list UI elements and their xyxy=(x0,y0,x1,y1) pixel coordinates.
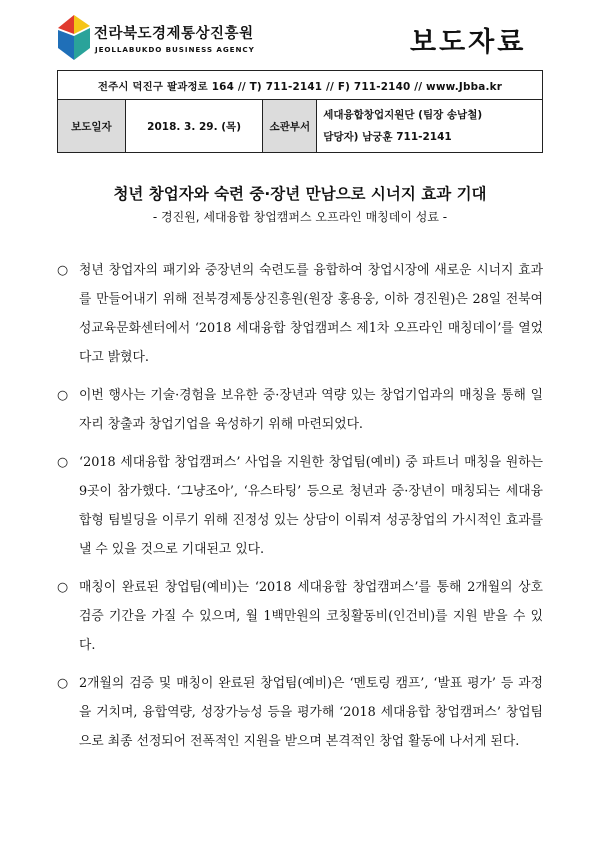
date-value: 2018. 3. 29. (목) xyxy=(125,100,263,153)
meta-row xyxy=(58,100,543,153)
agency-name-korean: 전라북도경제통상진흥원 xyxy=(94,26,254,42)
agency-name-english: JEOLLABUKDO BUSINESS AGENCY xyxy=(95,45,255,54)
document-type-title: 보도자료 xyxy=(410,27,527,58)
bullet-circle-icon: ○ xyxy=(57,388,69,403)
paragraph xyxy=(57,381,543,439)
paragraph-text: 청년 창업자의 패기와 중장년의 숙련도를 융합하여 창업시장에 새로운 시너지 효과를 만들어내기 위해 전북경제통상진흥원(원장 홍용웅, 이하 경진원)은 28일 전북여성교육문화센터에서 ‘2018 세대융합 창업캠퍼스 제1차 오프라인 매칭데이’를 열었다고 밝혔다. xyxy=(79,263,543,365)
contact-bar xyxy=(58,71,543,100)
paragraph xyxy=(57,573,543,660)
bullet-circle-icon: ○ xyxy=(57,263,69,278)
body-paragraphs xyxy=(57,256,543,765)
dept-label: 소관부서 xyxy=(263,100,317,153)
headline: 청년 창업자와 숙련 중·장년 만남으로 시너지 효과 기대 xyxy=(113,185,487,203)
agency-logo-icon xyxy=(57,14,91,62)
dept-contact: 담당자) 남궁훈 711-2141 xyxy=(323,131,452,143)
dept-value xyxy=(317,100,543,153)
bullet-circle-icon: ○ xyxy=(57,455,69,470)
paragraph xyxy=(57,448,543,564)
paragraph-text: 2개월의 검증 및 매칭이 완료된 창업팀(예비)은 ‘멘토링 캠프’, ‘발표 평가’ 등 과정을 거치며, 융합역량, 성장가능성 등을 평가해 ‘2018 세대융합 창업캠퍼스’ 창업팀으로 최종 선정되어 전폭적인 지원을 받으며 본격적인 창업 활동에 나서게 된다. xyxy=(79,676,543,749)
bullet-circle-icon: ○ xyxy=(57,676,69,691)
paragraph-text: 매칭이 완료된 창업팀(예비)는 ‘2018 세대융합 창업캠퍼스’를 통해 2개월의 상호 검증 기간을 가질 수 있으며, 월 1백만원의 코칭활동비(인건비)를 지원 받을 수 있다. xyxy=(79,580,543,653)
bullet-circle-icon: ○ xyxy=(57,580,69,595)
paragraph xyxy=(57,256,543,372)
paragraph xyxy=(57,669,543,756)
info-table xyxy=(57,70,543,153)
dept-name: 세대융합창업지원단 (팀장 송남철) xyxy=(323,109,483,121)
subheadline: - 경진원, 세대융합 창업캠퍼스 오프라인 매칭데이 성료 - xyxy=(152,210,448,224)
paragraph-text: ‘2018 세대융합 창업캠퍼스’ 사업을 지원한 창업팀(예비) 중 파트너 매칭을 원하는 9곳이 참가했다. ‘그냥조아’, ‘유스타팅’ 등으로 청년과 중·장년이 매칭되는 세대융합형 팀빌딩을 이루기 위해 진정성 있는 상담이 이뤄져 성공창업의 가시적인 효과를 낼 수 있을 것으로 기대된고 있다. xyxy=(79,455,543,557)
paragraph-text: 이번 행사는 기술·경험을 보유한 중·장년과 역량 있는 창업기업과의 매칭을 통해 일자리 창출과 창업기업을 육성하기 위해 마련되었다. xyxy=(79,388,543,432)
contact-text: 전주시 덕진구 팔과정로 164 // T) 711-2141 // F) 711-2140 // www.Jbba.kr xyxy=(58,71,543,100)
date-label: 보도일자 xyxy=(58,100,126,153)
